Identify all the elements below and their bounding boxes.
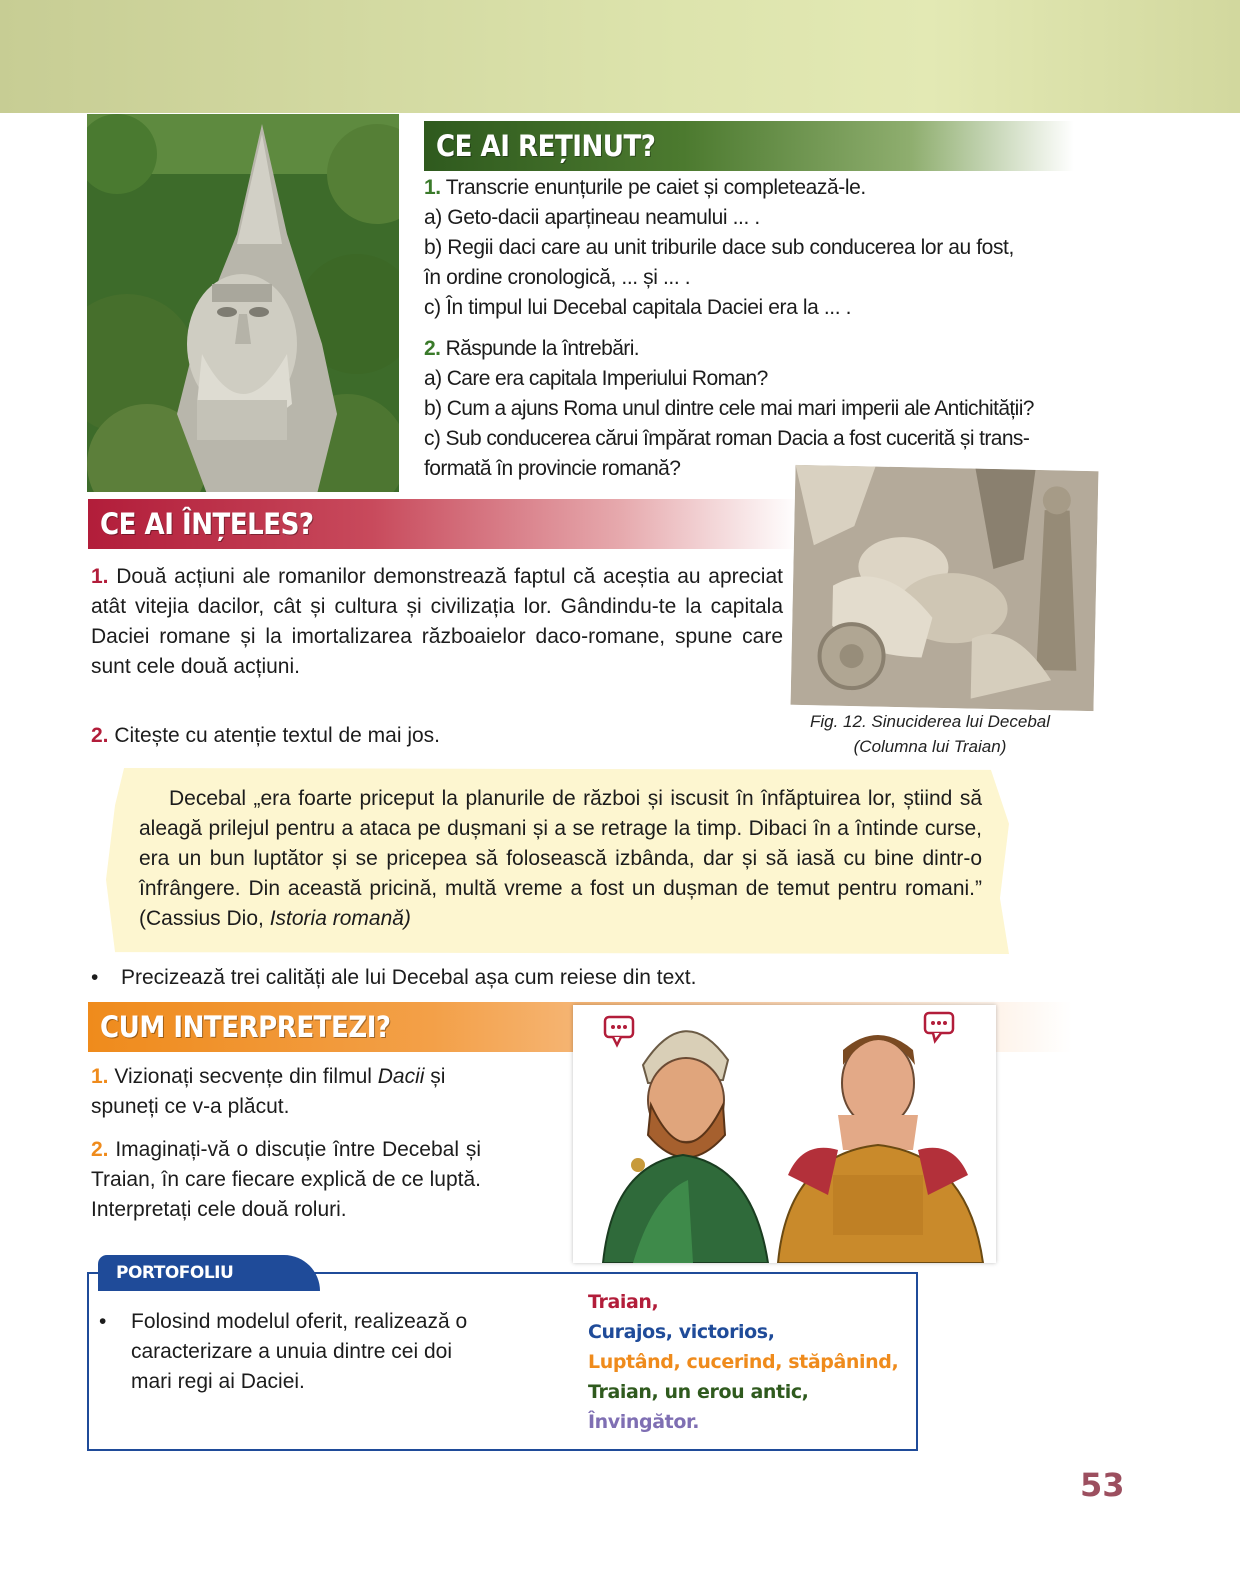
cinquain-line-3: Luptând, cucerind, stăpânind,: [588, 1351, 899, 1373]
question-number: 2.: [91, 724, 109, 747]
section-title-inteles: CE AI ÎNȚELES?: [88, 499, 798, 549]
film-title: Dacii: [377, 1065, 425, 1088]
figure-caption: [780, 709, 1080, 759]
interpretezi-question-1: 1. Vizionați secvențe din filmul Dacii și spuneți ce v-a plăcut.: [91, 1065, 446, 1118]
interpretezi-question-2: 2. Imaginați-vă o discuție între Decebal și Traian, în care fiecare explică de ce luptă. Interpretați cele două roluri.: [91, 1138, 481, 1221]
section-title-retinut: CE AI REȚINUT?: [424, 121, 1074, 171]
retinut-q2-a: a) Care era capitala Imperiului Roman?: [424, 367, 768, 390]
retinut-question-1: 1. Transcrie enunțurile pe caiet și completează-le. a) Geto-dacii aparțineau neamului ... . b) Regii daci care au unit triburile dace sub conducerea lor au fost, în ordine cronologică, ... și ... . c) În timpul lui Decebal capitala Daciei era la ... .: [424, 173, 1104, 323]
question-number: 2.: [424, 337, 441, 360]
caption-title: Fig. 12. Sinuciderea lui Decebal: [809, 712, 1051, 731]
bullet: •: [99, 1310, 107, 1333]
bullet: •: [91, 966, 99, 989]
inteles-question-2: 2. Citește cu atenție textul de mai jos.: [91, 724, 441, 747]
caption-source: (Columna lui Traian): [853, 737, 1007, 756]
retinut-q1-b-continued: în ordine cronologică, ... și ... .: [424, 266, 691, 289]
question-number: 2.: [91, 1138, 109, 1161]
question-number: 1.: [424, 176, 441, 199]
cinquain-line-5: Învingător.: [588, 1411, 700, 1433]
cassius-dio-quote: Decebal „era foarte priceput la planurile de război și iscusit în înfăptuirea lor, știind să aleagă prilejul pentru a ataca pe dușmani și a se retrage la timp. Dibaci în a întinde curse, era un bun luptător și se pricepea să folosească izbânda, dar și să iasă cu bine dintr-o înfrângere. Din această pricină, multă vreme a fost un dușman de temut pentru romani.” (Cassius Dio, Istoria romană): [139, 787, 982, 930]
cinquain-line-1: Traian,: [588, 1291, 659, 1313]
retinut-q1-c: c) În timpul lui Decebal capitala Daciei era la ... .: [424, 296, 851, 319]
cinquain-line-2: Curajos, victorios,: [588, 1321, 775, 1343]
quote-source-title: Istoria romană): [269, 907, 411, 930]
header-band: [0, 0, 1240, 113]
retinut-q1-a: a) Geto-dacii aparțineau neamului ... .: [424, 206, 760, 229]
portfolio-task: • Folosind modelul oferit, realizează o caracterizare a unuia dintre cei doi mari regi ai Daciei.: [99, 1307, 479, 1397]
section-title-interpretezi: CUM INTERPRETEZI?: [88, 1002, 1072, 1052]
inteles-question-1: 1. Două acțiuni ale romanilor demonstrează faptul că aceștia au apreciat atât vitejia dacilor, cât și cultura și civilizația lor. Gândindu-te la capitala Daciei romane și la imortalizarea războaielor daco-romane, spune care sunt cele două acțiuni.: [91, 565, 783, 678]
question-number: 1.: [91, 1065, 109, 1088]
cinquain-model: [588, 1287, 898, 1437]
inteles-bullet-task: • Precizează trei calități ale lui Decebal așa cum reiese din text.: [91, 963, 991, 993]
portfolio-tab: PORTOFOLIU: [98, 1255, 320, 1291]
question-number: 1.: [91, 565, 109, 588]
retinut-q1-b: b) Regii daci care au unit triburile dace sub conducerea lor au fost,: [424, 236, 1014, 259]
trajan-column-relief-photo: [791, 465, 1099, 711]
retinut-q2-c: c) Sub conducerea cărui împărat roman Dacia a fost cucerită și trans-: [424, 427, 1030, 450]
decebal-traian-illustration: [573, 1005, 996, 1263]
page-number: 53: [1080, 1466, 1125, 1504]
retinut-q2-b: b) Cum a ajuns Roma unul dintre cele mai mari imperii ale Antichității?: [424, 397, 1034, 420]
retinut-question-2: 2. Răspunde la întrebări. a) Care era capitala Imperiului Roman? b) Cum a ajuns Roma unul dintre cele mai mari imperii ale Antichității? c) Sub conducerea cărui împărat roman Dacia a fost cucerită și trans- formată în provincie romană?: [424, 334, 1104, 484]
cinquain-line-4: Traian, un erou antic,: [588, 1381, 809, 1403]
decebal-rock-sculpture-photo: [87, 114, 399, 492]
retinut-q2-c-continued: formată în provincie romană?: [424, 457, 681, 480]
